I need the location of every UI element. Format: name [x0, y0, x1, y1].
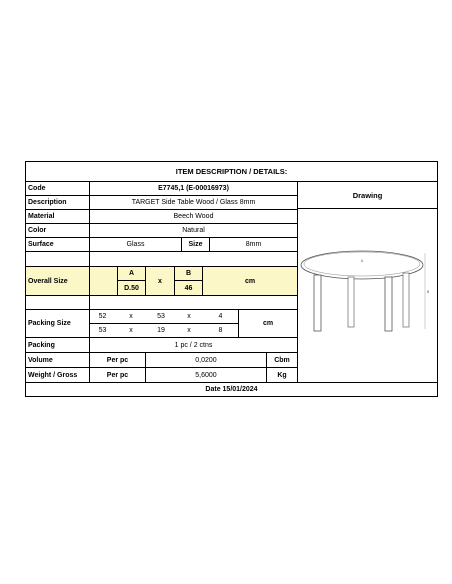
size-label: Size — [182, 238, 210, 252]
color-label: Color — [26, 224, 89, 238]
packing-value: 1 pc / 2 ctns — [90, 338, 297, 353]
code-value: E7745,1 (E-00016973) — [90, 182, 297, 196]
table-leg-back-left — [348, 277, 354, 327]
weight-unit: Kg — [267, 368, 297, 383]
material-value: Beech Wood — [90, 210, 297, 224]
description-label: Description — [26, 196, 89, 210]
packing-row2-x1: x — [115, 324, 147, 338]
packing-row1-x2: x — [175, 310, 203, 324]
volume-value: 0,0200 — [146, 353, 267, 368]
code-label: Code — [26, 182, 89, 196]
table-leg-front-left — [314, 275, 321, 331]
dimension-b-marker: B — [427, 289, 430, 294]
drawing-area — [298, 209, 437, 383]
packing-size-unit: cm — [239, 310, 297, 338]
size-value: 8mm — [210, 238, 297, 252]
volume-label: Volume — [26, 353, 89, 368]
packing-row1-x1: x — [115, 310, 147, 324]
drawing-label: Drawing — [298, 182, 437, 209]
side-table-drawing — [298, 209, 437, 383]
overall-size-spacer — [90, 267, 118, 296]
dimension-a-marker: A — [360, 258, 364, 263]
weight-per: Per pc — [90, 368, 146, 383]
packing-row1-dim3: 4 — [203, 310, 239, 324]
packing-row2-dim2: 19 — [147, 324, 175, 338]
spacer-row-2 — [26, 296, 297, 310]
volume-unit: Cbm — [267, 353, 297, 368]
sheet-title: ITEM DESCRIPTION / DETAILS: — [26, 162, 437, 182]
dimension-multiply-sign: x — [146, 267, 175, 296]
dimension-b-value: 46 — [175, 281, 203, 296]
weight-value: 5,6000 — [146, 368, 267, 383]
dimension-a-value: D.50 — [118, 281, 146, 296]
description-value: TARGET Side Table Wood / Glass 8mm — [90, 196, 297, 210]
table-leg-front-right — [385, 277, 392, 331]
surface-value: Glass — [90, 238, 182, 252]
surface-label: Surface — [26, 238, 89, 252]
overall-size-label: Overall Size — [26, 267, 89, 296]
spacer-row — [26, 252, 297, 267]
packing-row2-x2: x — [175, 324, 203, 338]
overall-size-unit: cm — [203, 267, 297, 296]
volume-per: Per pc — [90, 353, 146, 368]
packing-size-label: Packing Size — [26, 310, 89, 338]
table-leg-back-right — [403, 273, 409, 327]
packing-label: Packing — [26, 338, 89, 353]
packing-row1-dim2: 53 — [147, 310, 175, 324]
footer-date: Date 15/01/2024 — [205, 386, 258, 393]
color-value: Natural — [90, 224, 297, 238]
packing-row2-dim1: 53 — [90, 324, 115, 338]
dimension-b-label: B — [175, 267, 203, 281]
packing-row2-dim3: 8 — [203, 324, 239, 338]
packing-row1-dim1: 52 — [90, 310, 115, 324]
material-label: Material — [26, 210, 89, 224]
weight-label: Weight / Gross — [26, 368, 89, 383]
dimension-a-label: A — [118, 267, 146, 281]
item-details-sheet — [25, 161, 438, 397]
